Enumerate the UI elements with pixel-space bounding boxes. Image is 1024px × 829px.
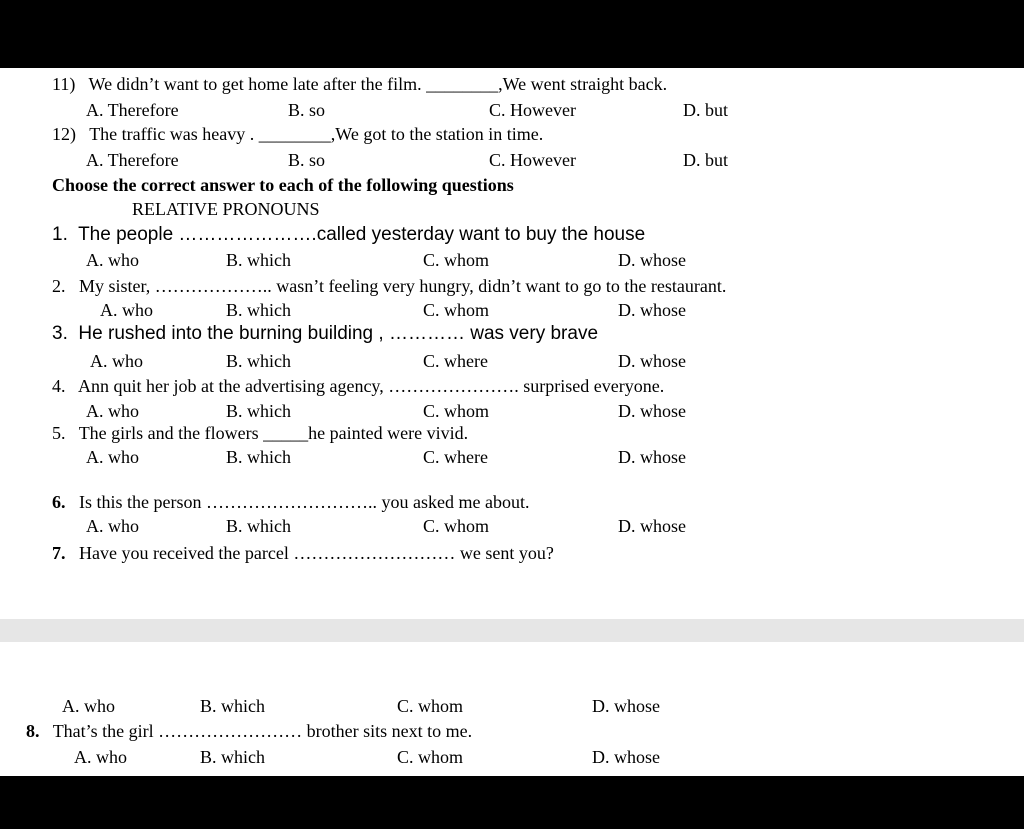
question-number: 5. xyxy=(52,423,66,443)
option: C. However xyxy=(489,150,576,170)
question-number: 3. xyxy=(52,323,68,344)
question-12 xyxy=(52,123,543,145)
option: B. which xyxy=(226,516,291,536)
option: B. which xyxy=(226,300,291,320)
question-6 xyxy=(52,491,529,513)
option: B. which xyxy=(200,696,265,716)
option: A. who xyxy=(86,516,139,536)
question-text: Is this the person ……………………….. you asked me about. xyxy=(79,492,530,512)
question-3 xyxy=(52,323,598,345)
option: A. who xyxy=(86,447,139,467)
question-number: 8. xyxy=(26,721,40,741)
question-text: We didn’t want to get home late after the film. ________,We went straight back. xyxy=(88,74,668,94)
option: D. whose xyxy=(618,250,686,270)
option: A. who xyxy=(90,351,143,371)
question-text: Ann quit her job at the advertising agency, …………………. surprised everyone. xyxy=(78,376,665,396)
option: A. who xyxy=(86,401,139,421)
question-5 xyxy=(52,422,468,444)
question-11 xyxy=(52,73,667,95)
option: D. whose xyxy=(618,447,686,467)
question-number: 4. xyxy=(52,376,66,396)
option: B. which xyxy=(226,250,291,270)
option: C. whom xyxy=(423,516,490,536)
question-number: 6. xyxy=(52,492,66,512)
option: D. whose xyxy=(592,696,660,716)
page-separator xyxy=(0,619,1024,642)
option: D. whose xyxy=(618,401,686,421)
option: A. who xyxy=(74,747,127,767)
option: C. whom xyxy=(423,401,490,421)
option: D. whose xyxy=(618,516,686,536)
option: C. whom xyxy=(397,696,464,716)
question-number: 11) xyxy=(52,74,76,94)
option: D. but xyxy=(683,150,728,170)
option: B. which xyxy=(226,351,291,371)
question-number: 1. xyxy=(52,224,68,245)
option: C. where xyxy=(423,351,488,371)
question-4 xyxy=(52,375,664,397)
question-text: The people ………………….called yesterday want to buy the house xyxy=(78,224,646,245)
option: A. Therefore xyxy=(86,100,179,120)
document-page-2 xyxy=(0,642,1024,776)
question-number: 12) xyxy=(52,124,76,144)
option: B. so xyxy=(288,150,326,170)
question-text: My sister, ……………….. wasn’t feeling very hungry, didn’t want to go to the restaurant. xyxy=(79,276,727,296)
document-page-1 xyxy=(0,68,1024,619)
question-text: He rushed into the burning building , ………… was very brave xyxy=(78,323,599,344)
question-1 xyxy=(52,224,645,246)
option: D. whose xyxy=(618,300,686,320)
question-2 xyxy=(52,275,726,297)
question-number: 2. xyxy=(52,276,66,296)
section-title: RELATIVE PRONOUNS xyxy=(132,199,320,219)
option: D. but xyxy=(683,100,728,120)
option: A. who xyxy=(86,250,139,270)
question-number: 7. xyxy=(52,543,66,563)
option: D. whose xyxy=(592,747,660,767)
option: D. whose xyxy=(618,351,686,371)
question-7 xyxy=(52,542,554,564)
instruction-heading: Choose the correct answer to each of the following questions xyxy=(52,175,514,195)
option: B. which xyxy=(226,401,291,421)
option: B. which xyxy=(200,747,265,767)
option: C. where xyxy=(423,447,488,467)
question-text: That’s the girl …………………… brother sits next to me. xyxy=(52,721,473,741)
question-8 xyxy=(26,720,472,742)
option: C. However xyxy=(489,100,576,120)
question-text: The girls and the flowers _____he painted were vivid. xyxy=(78,423,469,443)
option: B. so xyxy=(288,100,326,120)
question-text: The traffic was heavy . ________,We got to the station in time. xyxy=(89,124,544,144)
option: C. whom xyxy=(423,300,490,320)
option: C. whom xyxy=(423,250,490,270)
option: A. Therefore xyxy=(86,150,179,170)
option: B. which xyxy=(226,447,291,467)
option: C. whom xyxy=(397,747,464,767)
question-text: Have you received the parcel ……………………… we sent you? xyxy=(79,543,554,563)
option: A. who xyxy=(100,300,153,320)
option: A. who xyxy=(62,696,115,716)
